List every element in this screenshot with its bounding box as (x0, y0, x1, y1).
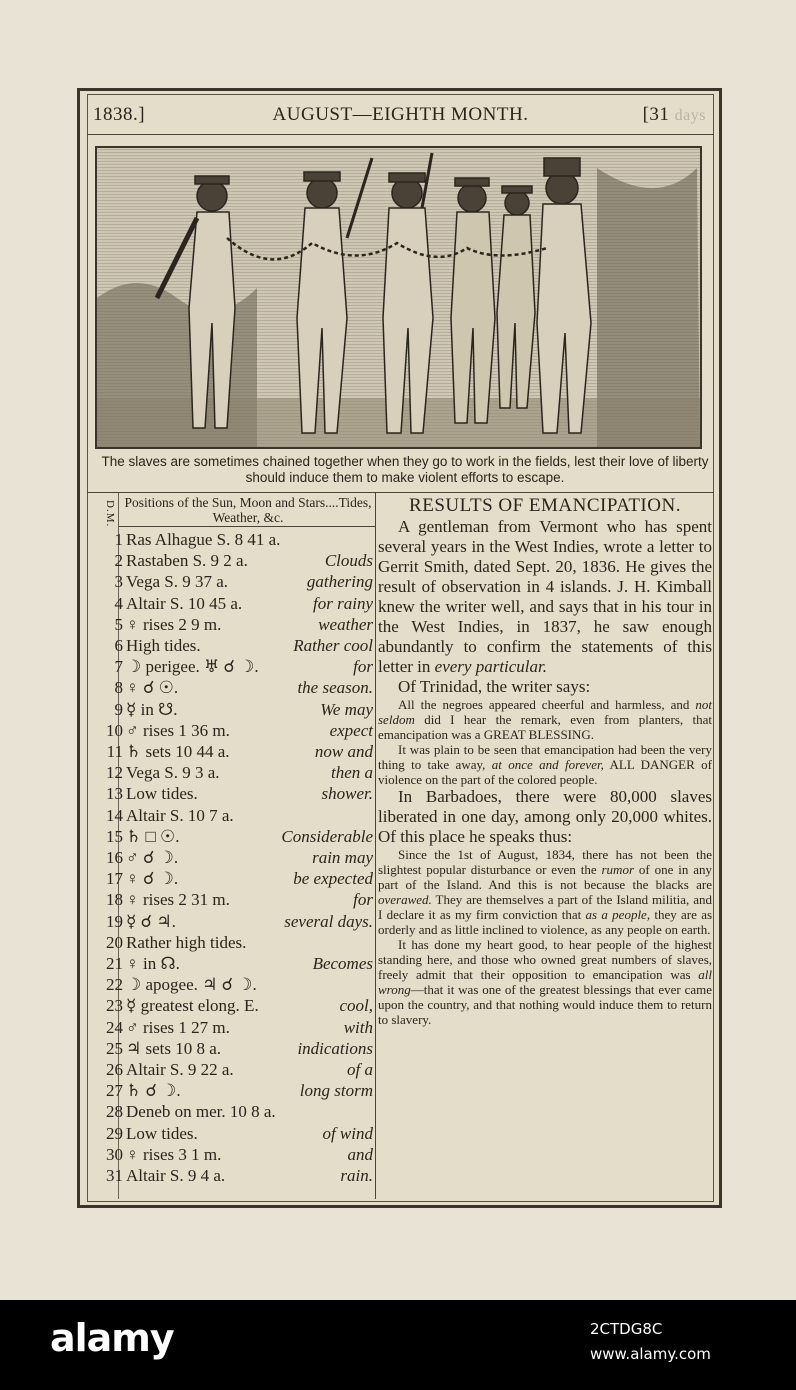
calendar-row (95, 889, 375, 910)
weather-entry: Considerable (281, 826, 373, 846)
weather-entry: Becomes (312, 954, 373, 973)
day-number: 6 (114, 636, 123, 655)
astronomical-entry: Vega S. 9 37 a. (126, 572, 228, 592)
astronomical-entry: Altair S. 10 7 a. (126, 805, 234, 825)
weather-entry: and (347, 1144, 373, 1164)
calendar-row (95, 826, 375, 847)
article-paragraph-3 (378, 697, 712, 742)
weather-entry: shower. (321, 784, 373, 804)
article-paragraph-4 (378, 742, 712, 787)
day-number: 8 (114, 678, 123, 698)
astronomical-entry: ♄ □ ☉. (126, 826, 180, 846)
p4-italic: at once and forever, (491, 757, 604, 772)
weather-entry: indications (297, 1038, 373, 1058)
p1-text: A gentleman from Vermont who has spent several years in the West Indies, wrote a letter to Gerrit Smith, dated Sept. 20, 1836. He gives the result of observation in 4 islands. J. H. Kimball knew the writer well, and says that in his tour in the West Indies, in 1837, he saw enough abundantly to confirm the statements of this letter in (378, 517, 712, 676)
day-number: 13 (106, 784, 123, 804)
calendar-row (95, 677, 375, 698)
astronomical-entry: Deneb on mer. 10 8 a. (126, 1102, 276, 1122)
article-paragraph-2: Of Trinidad, the writer says: (398, 677, 591, 696)
p6-italic-3: as a people, (585, 907, 651, 922)
weather-entry: now and (314, 742, 373, 761)
weather-entry: rain may (312, 848, 373, 867)
calendar-row (95, 571, 375, 592)
weather-entry: Rather cool (293, 636, 373, 655)
weather-entry: weather (318, 614, 373, 634)
p6-text-d: they are as orderly and as little inclined to violence, as any people on earth. (378, 907, 713, 937)
astronomical-entry: Low tides. (126, 1123, 198, 1143)
calendar-row (95, 593, 375, 614)
weather-entry: the season. (297, 678, 373, 698)
header-days-count: [31 (642, 104, 675, 125)
astronomical-entry: ♀ rises 2 9 m. (126, 614, 222, 634)
calendar-row (95, 1144, 375, 1165)
day-number: 14 (106, 805, 123, 825)
column-header-rule (118, 526, 375, 527)
weather-entry: with (343, 1017, 373, 1037)
almanac-header (87, 98, 714, 135)
weather-entry: rain. (340, 1166, 373, 1185)
day-number: 4 (114, 593, 123, 613)
column-divider (375, 493, 376, 1199)
weather-entry: for (353, 657, 373, 677)
astronomical-entry: ♀ in ☊. (126, 954, 180, 973)
illustration-caption: The slaves are sometimes chained together when they go to work in the fields, lest their love of liberty should induce them to make violent efforts to escape. (101, 454, 709, 485)
article (378, 495, 712, 1027)
day-number: 5 (114, 614, 123, 634)
p4-text-b: ALL DANGER of violence on the part of the colored people. (378, 757, 712, 787)
day-number: 26 (106, 1060, 123, 1079)
day-number: 19 (106, 911, 123, 931)
calendar-row (95, 805, 375, 826)
day-number: 7 (114, 657, 123, 677)
day-number: 20 (106, 932, 123, 952)
p3-text-a: All the negroes appeared cheerful and harmless, and (398, 697, 690, 712)
article-paragraph-1 (378, 517, 712, 677)
p6-text-c: They are themselves a part of the Island militia, and I declare it as my firm conviction that (378, 892, 712, 922)
day-number: 17 (106, 869, 123, 889)
calendar-row (95, 550, 375, 571)
day-number: 31 (106, 1166, 123, 1185)
day-number: 9 (114, 699, 123, 719)
calendar-row (95, 911, 375, 932)
astronomical-entry: Altair S. 9 22 a. (126, 1060, 234, 1079)
astronomical-entry: Altair S. 10 45 a. (126, 593, 243, 613)
calendar-row (95, 741, 375, 762)
calendar-column-header: Positions of the Sun, Moon and Stars....Tides, Weather, &c. (124, 495, 372, 525)
weather-entry: We may (320, 699, 373, 719)
p6-italic-1: rumor (601, 862, 635, 877)
calendar-row (95, 847, 375, 868)
astronomical-entry: High tides. (126, 636, 201, 655)
day-number: 24 (106, 1017, 123, 1037)
weather-entry: be expected (293, 869, 373, 889)
calendar-row (95, 699, 375, 720)
p4-text-a: It was plain to be seen that emancipation had been the very thing to take away, (378, 742, 712, 772)
p7-text-b: —that it was one of the greatest blessings that ever came upon the country, and that nothing would induce them to return to slavery. (378, 982, 712, 1027)
day-number: 2 (114, 551, 123, 571)
astronomical-entry: Altair S. 9 4 a. (126, 1166, 226, 1185)
calendar-row (95, 529, 375, 550)
astronomical-entry: ☿ in ☋. (126, 699, 178, 719)
weather-entry: of wind (322, 1123, 373, 1143)
calendar-row (95, 953, 375, 974)
day-number: 30 (106, 1144, 123, 1164)
calendar-row (95, 656, 375, 677)
p3-italic: not seldom (378, 697, 712, 727)
article-paragraph-7 (378, 937, 712, 1027)
astronomical-entry: Vega S. 9 3 a. (126, 763, 220, 783)
calendar-row (95, 720, 375, 741)
watermark-logo: alamy (50, 1316, 174, 1360)
calendar-row (95, 1123, 375, 1144)
day-number: 21 (106, 954, 123, 973)
calendar-row (95, 932, 375, 953)
p6-text-a: Since the 1st of August, 1834, there has not been the slightest popular disturbance or even the (378, 847, 712, 877)
p6-italic-2: overawed. (378, 892, 432, 907)
weather-entry: Clouds (324, 551, 373, 571)
woodcut-illustration (95, 146, 702, 449)
day-number: 1 (114, 530, 123, 549)
day-number: 27 (106, 1081, 123, 1101)
astronomical-entry: ♄ sets 10 44 a. (126, 742, 230, 761)
calendar-row (95, 1165, 375, 1186)
weather-entry: several days. (284, 911, 373, 931)
astronomical-entry: ☽ perigee. ♅ ☌ ☽. (126, 657, 259, 677)
calendar-row (95, 868, 375, 889)
day-number: 11 (106, 742, 123, 761)
weather-entry: for (353, 890, 373, 910)
day-number: 18 (106, 890, 123, 910)
astronomical-entry: ☿ greatest elong. E. (126, 996, 259, 1016)
p3-text-b: did I hear the remark, even from planters, that emancipation was a GREAT BLESSING. (378, 712, 712, 742)
header-days (643, 104, 706, 126)
astronomical-entry: ♂ ☌ ☽. (126, 848, 179, 867)
astronomical-entry: ☽ apogee. ♃ ☌ ☽. (126, 975, 257, 995)
p7-italic: all wrong (378, 967, 713, 997)
day-number: 16 (106, 848, 123, 867)
day-number: 22 (106, 975, 123, 995)
astronomical-entry: Rather high tides. (126, 932, 247, 952)
calendar-row (95, 974, 375, 995)
astronomical-entry: Ras Alhague S. 8 41 a. (126, 530, 281, 549)
article-title: RESULTS OF EMANCIPATION. (409, 495, 681, 516)
day-number: 3 (114, 572, 123, 592)
astronomical-entry: ♀ ☌ ☽. (126, 869, 179, 889)
table-top-rule (87, 492, 714, 493)
astronomical-entry: ☿ ☌ ♃. (126, 911, 176, 931)
watermark-url: www.alamy.com (590, 1345, 711, 1363)
astronomical-entry: ♂ rises 1 36 m. (126, 720, 230, 740)
weather-entry: of a (347, 1060, 373, 1079)
weather-entry: cool, (339, 996, 373, 1016)
astronomical-entry: ♀ ☌ ☉. (126, 678, 179, 698)
calendar-row (95, 783, 375, 804)
article-paragraph-5: In Barbadoes, there were 80,000 slaves liberated in one day, among only 20,000 whites. Of this place he speaks thus: (378, 787, 712, 846)
weather-entry: long storm (299, 1081, 373, 1101)
calendar-row (95, 762, 375, 783)
day-number: 25 (106, 1038, 123, 1058)
day-of-month-label: D.M. (104, 500, 116, 528)
chained-figures-image (97, 148, 700, 447)
astronomical-entry: ♃ sets 10 8 a. (126, 1038, 222, 1058)
watermark-image-id: 2CTDG8C (590, 1320, 663, 1338)
calendar-row (95, 1101, 375, 1122)
day-number: 29 (106, 1123, 123, 1143)
header-title: AUGUST—EIGHTH MONTH. (272, 104, 529, 125)
calendar-row (95, 1059, 375, 1080)
calendar-row (95, 1017, 375, 1038)
weather-entry: then a (330, 763, 373, 783)
calendar-row (95, 995, 375, 1016)
astronomical-entry: ♄ ☌ ☽. (126, 1081, 181, 1101)
calendar-row (95, 1038, 375, 1059)
p1-italic: every particular. (434, 657, 548, 676)
p7-text-a: It has done my heart good, to hear people of the highest standing here, and those who owned great numbers of slaves, freely admit that their opposition to emancipation was (378, 937, 712, 982)
calendar-row (95, 1080, 375, 1101)
day-number: 12 (106, 763, 123, 783)
day-number: 15 (106, 826, 123, 846)
astronomical-entry: Low tides. (126, 784, 198, 804)
astronomical-entry: ♂ rises 1 27 m. (126, 1017, 230, 1037)
header-year: 1838.] (93, 104, 146, 125)
header-days-word: days (674, 107, 706, 124)
astronomical-entry: ♀ rises 3 1 m. (126, 1144, 222, 1164)
p6-text-b: of one in any part of the Island. And this is not because the blacks are (378, 862, 713, 892)
weather-entry: for rainy (313, 593, 373, 613)
article-paragraph-6 (378, 847, 712, 937)
astronomical-entry: ♀ rises 2 31 m. (126, 890, 230, 910)
day-number: 23 (106, 996, 123, 1016)
day-number: 28 (106, 1102, 123, 1122)
astronomical-entry: Rastaben S. 9 2 a. (126, 551, 248, 571)
calendar-row (95, 614, 375, 635)
day-number: 10 (106, 720, 123, 740)
weather-entry: gathering (306, 572, 373, 592)
weather-entry: expect (329, 720, 373, 740)
calendar-row (95, 635, 375, 656)
